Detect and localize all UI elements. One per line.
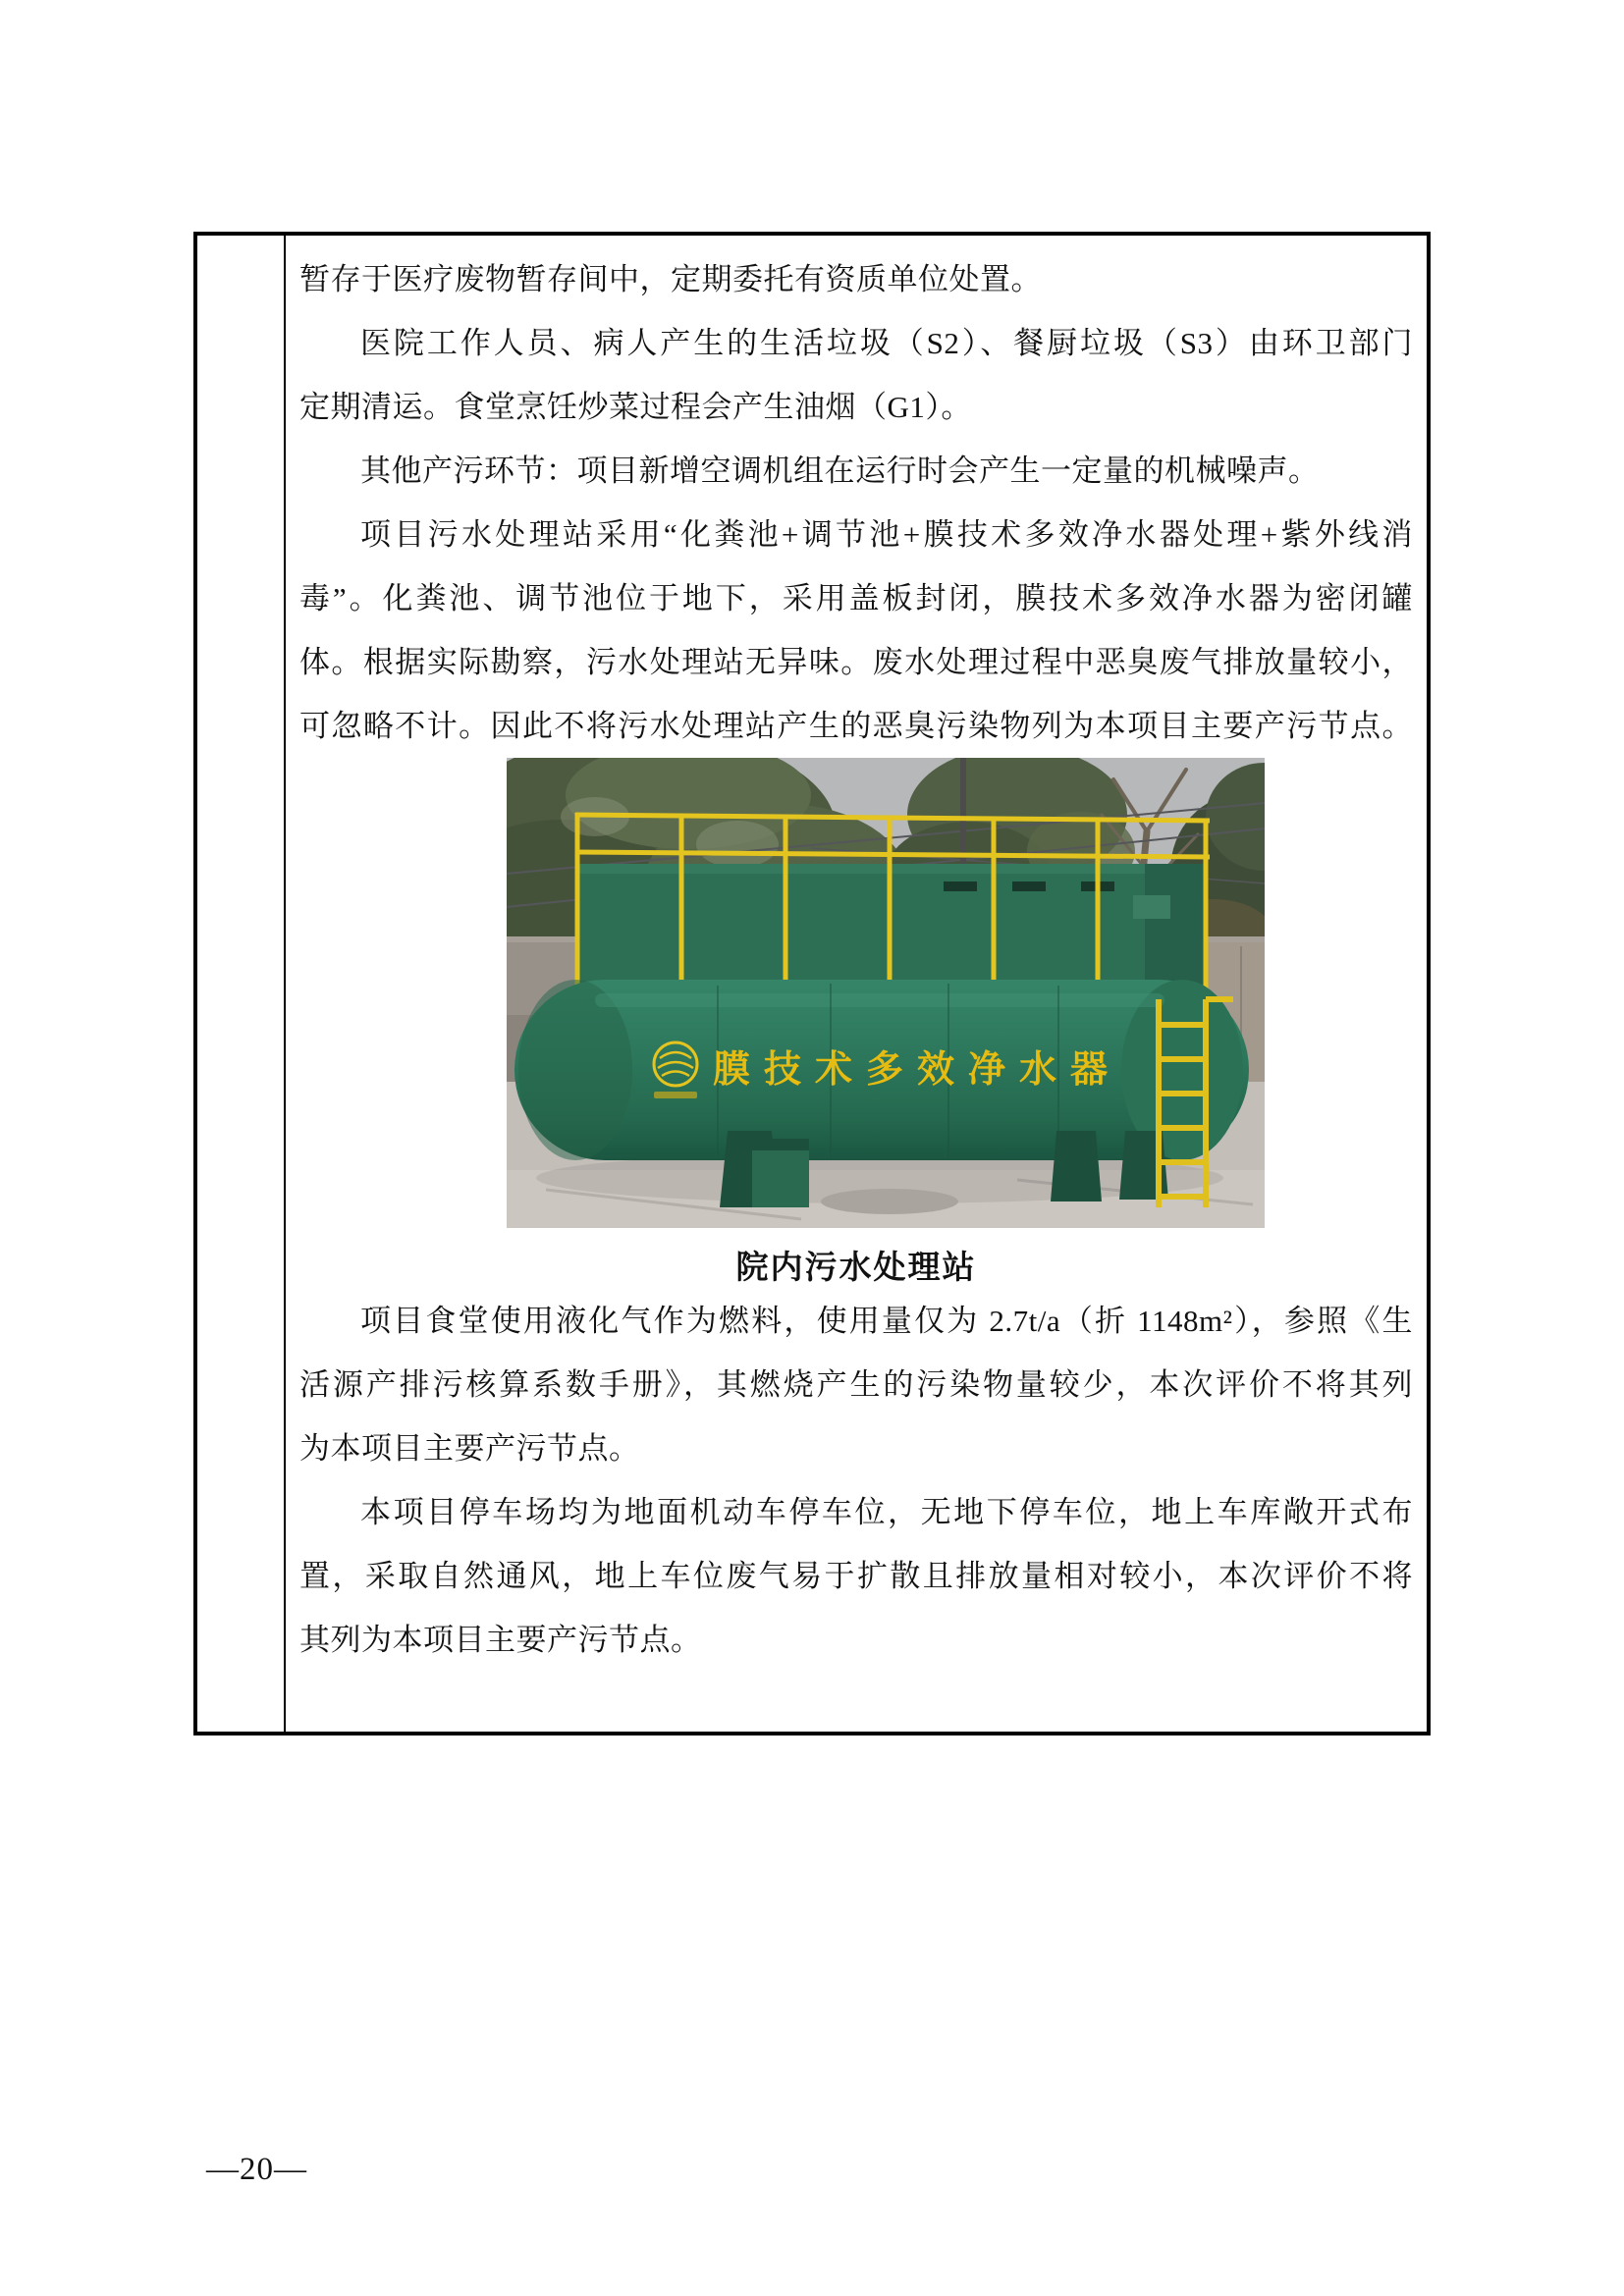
paragraph-line: 体。根据实际勘察，污水处理站无异味。废水处理过程中恶臭废气排放量较小，	[299, 645, 1413, 679]
table-row-label-cell	[197, 236, 286, 1732]
page-number: —20—	[206, 2152, 307, 2187]
paragraph-line: 项目污水处理站采用“化粪池+调节池+膜技术多效净水器处理+紫外线消	[360, 517, 1413, 552]
paragraph-line: 活源产排污核算系数手册》，其燃烧产生的污染物量较少，本次评价不将其列	[299, 1367, 1413, 1402]
paragraph-line: 其列为本项目主要产污节点。	[299, 1623, 702, 1657]
tank-label: 膜技术多效净水器	[712, 1049, 1122, 1091]
treatment-station-photo	[507, 758, 1265, 1228]
paragraph-line: 医院工作人员、病人产生的生活垃圾（S2）、餐厨垃圾（S3）由环卫部门	[360, 326, 1413, 360]
paragraph-line: 毒”。化粪池、调节池位于地下，采用盖板封闭，膜技术多效净水器为密闭罐	[299, 581, 1413, 615]
paragraph-line: 暂存于医疗废物暂存间中，定期委托有资质单位处置。	[299, 262, 1042, 296]
report-table	[193, 232, 1431, 1735]
paragraph-line: 置，采取自然通风，地上车位废气易于扩散且排放量相对较小，本次评价不将	[299, 1559, 1413, 1593]
paragraph-line: 为本项目主要产污节点。	[299, 1431, 640, 1466]
table-content-cell	[286, 236, 1427, 1732]
paragraph-line: 定期清运。食堂烹饪炒菜过程会产生油烟（G1）。	[299, 390, 972, 424]
paragraph-line: 可忽略不计。因此不将污水处理站产生的恶臭污染物列为本项目主要产污节点。	[299, 709, 1413, 743]
paragraph-line: 其他产污环节：项目新增空调机组在运行时会产生一定量的机械噪声。	[360, 454, 1320, 488]
photo-caption: 院内污水处理站	[735, 1251, 977, 1286]
paragraph-line: 项目食堂使用液化气作为燃料，使用量仅为 2.7t/a（折 1148m²），参照《生	[360, 1304, 1413, 1338]
paragraph-line: 本项目停车场均为地面机动车停车位，无地下停车位，地上车库敞开式布	[360, 1495, 1413, 1529]
